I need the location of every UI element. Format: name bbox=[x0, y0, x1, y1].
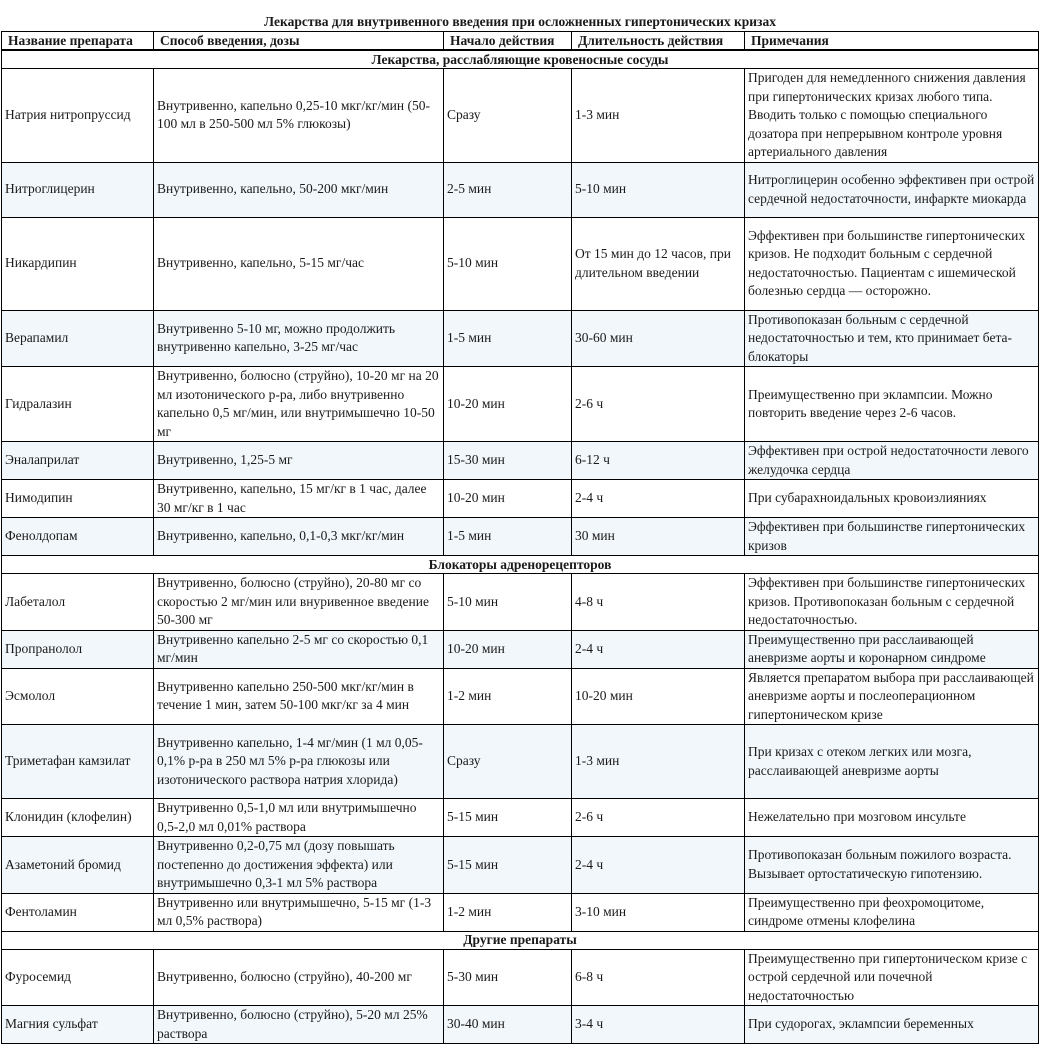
notes-cell: Преимущественно при эклампсии. Можно повторить введение через 2-6 часов. bbox=[745, 367, 1039, 442]
duration-cell: 6-8 ч bbox=[572, 949, 745, 1006]
duration-cell: 10-20 мин bbox=[572, 668, 745, 725]
drug-name-cell: Нимодипин bbox=[2, 480, 154, 518]
onset-cell: 10-20 мин bbox=[444, 480, 572, 518]
notes-cell: При судорогах, эклампсии беременных bbox=[745, 1006, 1039, 1044]
column-header-duration: Длительность действия bbox=[572, 32, 745, 51]
route-dose-cell: Внутривенно, капельно, 0,1-0,3 мкг/кг/мин bbox=[154, 518, 444, 556]
onset-cell: 1-5 мин bbox=[444, 518, 572, 556]
drug-name-cell: Верапамил bbox=[2, 310, 154, 367]
onset-cell: 10-20 мин bbox=[444, 630, 572, 668]
drug-name-cell: Фентоламин bbox=[2, 893, 154, 931]
notes-cell: Эффективен при большинстве гипертонических кризов. Противопоказан больным с сердечной недостаточностью. bbox=[745, 574, 1039, 631]
table-row bbox=[2, 799, 1039, 837]
onset-cell: 5-15 мин bbox=[444, 799, 572, 837]
onset-cell: 1-2 мин bbox=[444, 668, 572, 725]
duration-cell: 30-60 мин bbox=[572, 310, 745, 367]
drug-name-cell: Гидралазин bbox=[2, 367, 154, 442]
drug-name-cell: Магния сульфат bbox=[2, 1006, 154, 1044]
notes-cell: При кризах с отеком легких или мозга, расслаивающей аневризме аорты bbox=[745, 725, 1039, 799]
duration-cell: 3-4 ч bbox=[572, 1006, 745, 1044]
duration-cell: 1-3 мин bbox=[572, 725, 745, 799]
table-row bbox=[2, 725, 1039, 799]
notes-cell: Преимущественно при феохромоцитоме, синдроме отмены клофелина bbox=[745, 893, 1039, 931]
duration-cell: 2-6 ч bbox=[572, 367, 745, 442]
duration-cell: 6-12 ч bbox=[572, 442, 745, 480]
table-body bbox=[2, 50, 1039, 1044]
table-row bbox=[2, 837, 1039, 894]
route-dose-cell: Внутривенно, капельно, 15 мг/кг в 1 час, далее 30 мг/кг в 1 час bbox=[154, 480, 444, 518]
column-header-route: Способ введения, дозы bbox=[154, 32, 444, 51]
route-dose-cell: Внутривенно 0,5-1,0 мл или внутримышечно 0,5-2,0 мл 0,01% раствора bbox=[154, 799, 444, 837]
table-row bbox=[2, 574, 1039, 631]
route-dose-cell: Внутривенно 5-10 мг, можно продолжить внутривенно капельно, 3-25 мг/час bbox=[154, 310, 444, 367]
route-dose-cell: Внутривенно 0,2-0,75 мл (дозу повышать постепенно до достижения эффекта) или внутримышечно 0,3-1 мл 5% раствора bbox=[154, 837, 444, 894]
duration-cell: 3-10 мин bbox=[572, 893, 745, 931]
notes-cell: Эффективен при большинстве гипертонических кризов. Не подходит больным с сердечной недостаточностью. Пациентам с ишемической болезнью сердца — осторожно. bbox=[745, 217, 1039, 310]
table-row bbox=[2, 310, 1039, 367]
duration-cell: 2-6 ч bbox=[572, 799, 745, 837]
duration-cell: 2-4 ч bbox=[572, 837, 745, 894]
duration-cell: 4-8 ч bbox=[572, 574, 745, 631]
column-header-name: Название препарата bbox=[2, 32, 154, 51]
duration-cell: От 15 мин до 12 часов, при длительном введении bbox=[572, 217, 745, 310]
onset-cell: 5-10 мин bbox=[444, 574, 572, 631]
route-dose-cell: Внутривенно, болюсно (струйно), 10-20 мг на 20 мл изотонического р-ра, либо внутривенно капельно 0,5 мг/мин, или внутримышечно 10-50 мг bbox=[154, 367, 444, 442]
onset-cell: 1-5 мин bbox=[444, 310, 572, 367]
page-title: Лекарства для внутривенного введения при осложненных гипертонических кризах bbox=[264, 14, 776, 29]
section-title: Другие препараты bbox=[2, 931, 1039, 949]
onset-cell: 15-30 мин bbox=[444, 442, 572, 480]
onset-cell: 5-10 мин bbox=[444, 217, 572, 310]
table-row bbox=[2, 480, 1039, 518]
duration-cell: 2-4 ч bbox=[572, 630, 745, 668]
route-dose-cell: Внутривенно, 1,25-5 мг bbox=[154, 442, 444, 480]
route-dose-cell: Внутривенно, болюсно (струйно), 20-80 мг со скоростью 2 мг/мин или внуривенное введение 50-300 мг bbox=[154, 574, 444, 631]
drug-name-cell: Эсмолол bbox=[2, 668, 154, 725]
route-dose-cell: Внутривенно, капельно, 50-200 мкг/мин bbox=[154, 162, 444, 217]
duration-cell: 2-4 ч bbox=[572, 480, 745, 518]
table-row bbox=[2, 518, 1039, 556]
column-header-onset: Начало действия bbox=[444, 32, 572, 51]
table-row bbox=[2, 69, 1039, 163]
drug-name-cell: Натрия нитропруссид bbox=[2, 69, 154, 163]
notes-cell: Нежелательно при мозговом инсульте bbox=[745, 799, 1039, 837]
table-row bbox=[2, 442, 1039, 480]
onset-cell: 10-20 мин bbox=[444, 367, 572, 442]
drug-name-cell: Фуросемид bbox=[2, 949, 154, 1006]
onset-cell: 5-15 мин bbox=[444, 837, 572, 894]
onset-cell: Сразу bbox=[444, 69, 572, 163]
route-dose-cell: Внутривенно, болюсно (струйно), 40-200 мг bbox=[154, 949, 444, 1006]
notes-cell: Является препаратом выбора при расслаивающей аневризме аорты и послеоперационном гипертоническом кризе bbox=[745, 668, 1039, 725]
notes-cell: Нитроглицерин особенно эффективен при острой сердечной недостаточности, инфаркте миокарда bbox=[745, 162, 1039, 217]
table-row bbox=[2, 217, 1039, 310]
section-header-row bbox=[2, 50, 1039, 69]
drug-name-cell: Клонидин (клофелин) bbox=[2, 799, 154, 837]
duration-cell: 30 мин bbox=[572, 518, 745, 556]
route-dose-cell: Внутривенно капельно, 1-4 мг/мин (1 мл 0,05-0,1% р-ра в 250 мл 5% р-ра глюкозы или изотонического раствора натрия хлорида) bbox=[154, 725, 444, 799]
notes-cell: Эффективен при большинстве гипертонических кризов bbox=[745, 518, 1039, 556]
notes-cell: При субарахноидальных кровоизлияниях bbox=[745, 480, 1039, 518]
onset-cell: 1-2 мин bbox=[444, 893, 572, 931]
onset-cell: Сразу bbox=[444, 725, 572, 799]
drug-name-cell: Лабеталол bbox=[2, 574, 154, 631]
drug-name-cell: Нитроглицерин bbox=[2, 162, 154, 217]
table-row bbox=[2, 893, 1039, 931]
section-title: Лекарства, расслабляющие кровеносные сосуды bbox=[2, 50, 1039, 69]
drug-name-cell: Пропранолол bbox=[2, 630, 154, 668]
section-header-row bbox=[2, 556, 1039, 574]
notes-cell: Пригоден для немедленного снижения давления при гипертонических кризах любого типа. Вводить только с помощью специального дозатора при непрерывном контроле уровня артериального давления bbox=[745, 69, 1039, 163]
drug-name-cell: Триметафан камзилат bbox=[2, 725, 154, 799]
section-title: Блокаторы адренорецепторов bbox=[2, 556, 1039, 574]
table-row bbox=[2, 1006, 1039, 1044]
table-row bbox=[2, 630, 1039, 668]
notes-cell: Противопоказан больным пожилого возраста. Вызывает ортостатическую гипотензию. bbox=[745, 837, 1039, 894]
drug-name-cell: Фенолдопам bbox=[2, 518, 154, 556]
notes-cell: Преимущественно при гипертоническом кризе с острой сердечной или почечной недостаточностью bbox=[745, 949, 1039, 1006]
drug-name-cell: Азаметоний бромид bbox=[2, 837, 154, 894]
onset-cell: 2-5 мин bbox=[444, 162, 572, 217]
drug-name-cell: Эналаприлат bbox=[2, 442, 154, 480]
notes-cell: Эффективен при острой недостаточности левого желудочка сердца bbox=[745, 442, 1039, 480]
duration-cell: 1-3 мин bbox=[572, 69, 745, 163]
table-row bbox=[2, 367, 1039, 442]
route-dose-cell: Внутривенно капельно 2-5 мг со скоростью 0,1 мг/мин bbox=[154, 630, 444, 668]
drug-table bbox=[1, 31, 1039, 1044]
onset-cell: 5-30 мин bbox=[444, 949, 572, 1006]
notes-cell: Преимущественно при расслаивающей аневризме аорты и коронарном синдроме bbox=[745, 630, 1039, 668]
section-header-row bbox=[2, 931, 1039, 949]
table-row bbox=[2, 949, 1039, 1006]
onset-cell: 30-40 мин bbox=[444, 1006, 572, 1044]
drug-name-cell: Никардипин bbox=[2, 217, 154, 310]
route-dose-cell: Внутривенно, болюсно (струйно), 5-20 мл 25% раствора bbox=[154, 1006, 444, 1044]
notes-cell: Противопоказан больным с сердечной недостаточностью и тем, кто принимает бета-блокаторы bbox=[745, 310, 1039, 367]
route-dose-cell: Внутривенно, капельно, 5-15 мг/час bbox=[154, 217, 444, 310]
duration-cell: 5-10 мин bbox=[572, 162, 745, 217]
route-dose-cell: Внутривенно капельно 250-500 мкг/кг/мин в течение 1 мин, затем 50-100 мкг/кг за 4 мин bbox=[154, 668, 444, 725]
table-row bbox=[2, 668, 1039, 725]
column-header-notes: Примечания bbox=[745, 32, 1039, 51]
table-header-row bbox=[2, 32, 1039, 51]
route-dose-cell: Внутривенно или внутримышечно, 5-15 мг (1-3 мл 0,5% раствора) bbox=[154, 893, 444, 931]
route-dose-cell: Внутривенно, капельно 0,25-10 мкг/кг/мин (50-100 мл в 250-500 мл 5% глюкозы) bbox=[154, 69, 444, 163]
table-row bbox=[2, 162, 1039, 217]
